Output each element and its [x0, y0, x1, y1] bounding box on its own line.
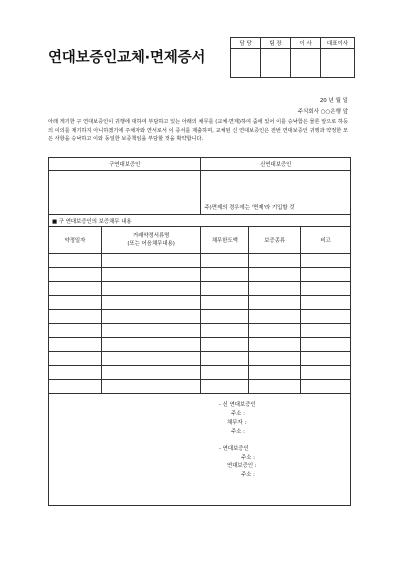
- old-guarantor-name: 연대보증인 :: [227, 463, 257, 470]
- debt-col-remarks: 비고: [301, 227, 351, 254]
- debt-cell: [301, 268, 351, 282]
- debt-cell: [49, 380, 102, 394]
- new-guarantor-label: - 신 연대보증인: [219, 402, 256, 408]
- exemption-note: 주)면제의 경우에는 '면제'라 기입할 것: [204, 205, 295, 211]
- debt-cell: [49, 254, 102, 268]
- debt-cell: [101, 268, 201, 282]
- debt-cell: [101, 324, 201, 338]
- debtor-label: 채무자 :: [227, 419, 247, 426]
- debt-cell: [49, 296, 102, 310]
- debt-cell: [201, 338, 249, 352]
- approval-stamp-cell: [321, 49, 355, 78]
- debt-cell: [201, 254, 249, 268]
- new-guarantor-cell: [201, 171, 351, 215]
- debt-row: [49, 310, 351, 324]
- debt-cell: [201, 282, 249, 296]
- debt-section-title: ■ 구 연대보증인의 보증채무 내용: [49, 215, 351, 227]
- debt-rows: [49, 254, 351, 394]
- old-guarantor-cell: [49, 171, 201, 215]
- debt-col-date: 약정일자: [49, 227, 102, 254]
- debt-cell: [249, 338, 301, 352]
- debt-row: [49, 268, 351, 282]
- debt-row: [49, 380, 351, 394]
- debt-cell: [201, 366, 249, 380]
- debt-cell: [301, 310, 351, 324]
- debt-cell: [49, 352, 102, 366]
- approval-stamp-cell: [261, 49, 291, 78]
- debt-cell: [101, 380, 201, 394]
- debt-cell: [101, 254, 201, 268]
- debt-cell: [201, 296, 249, 310]
- debt-row: [49, 352, 351, 366]
- debt-cell: [249, 268, 301, 282]
- debt-cell: [301, 380, 351, 394]
- date-line: 20 년 월 일: [319, 98, 348, 104]
- debt-cell: [301, 254, 351, 268]
- approval-stamp-cell: [231, 49, 261, 78]
- date-block: [298, 96, 348, 118]
- debt-cell: [249, 380, 301, 394]
- debt-cell: [249, 254, 301, 268]
- debt-cell: [249, 296, 301, 310]
- addressee: 주식회사 ○○은행 앞: [297, 109, 348, 115]
- debt-row: [49, 254, 351, 268]
- new-guarantor-header: 신연대보증인: [201, 158, 351, 171]
- debt-row: [49, 338, 351, 352]
- debt-cell: [249, 324, 301, 338]
- debt-cell: [101, 338, 201, 352]
- debt-cell: [249, 366, 301, 380]
- debt-cell: [201, 380, 249, 394]
- debt-row: [49, 296, 351, 310]
- debt-cell: [49, 282, 102, 296]
- debt-cell: [101, 352, 201, 366]
- debt-cell: [301, 296, 351, 310]
- debt-cell: [201, 324, 249, 338]
- document-title: 연대보증인교체·면제증서: [48, 50, 206, 66]
- debt-cell: [301, 282, 351, 296]
- debt-cell: [201, 310, 249, 324]
- debt-cell: [49, 338, 102, 352]
- debt-cell: [49, 366, 102, 380]
- debt-cell: [301, 324, 351, 338]
- debt-cell: [249, 352, 301, 366]
- approval-stamp-cell: [291, 49, 321, 78]
- debt-cell: [249, 282, 301, 296]
- debt-cell: [301, 338, 351, 352]
- approval-header-ceo: 대표이사: [321, 38, 355, 49]
- approval-header-team-lead: 팀 장: [261, 38, 291, 49]
- debt-col-type: 보증종류: [249, 227, 301, 254]
- debt-cell: [249, 310, 301, 324]
- debt-cell: [101, 296, 201, 310]
- guarantor-table: [48, 157, 351, 506]
- debt-cell: [101, 282, 201, 296]
- debt-cell: [201, 352, 249, 366]
- debt-cell: [101, 310, 201, 324]
- debt-cell: [49, 310, 102, 324]
- new-guarantor-address: 주소 :: [231, 410, 245, 417]
- debt-cell: [301, 352, 351, 366]
- signature-block: [219, 401, 350, 480]
- signature-cell: [49, 394, 351, 506]
- debt-cell: [301, 366, 351, 380]
- old-guarantor-label: - 연대보증인: [219, 445, 249, 452]
- debt-row: [49, 366, 351, 380]
- debt-cell: [49, 268, 102, 282]
- debt-col-contract: 거래약정서류명 (또는 어음채무내용): [101, 227, 201, 254]
- debtor-address: 주소 :: [231, 428, 245, 435]
- approval-header-staff: 담 당: [231, 38, 261, 49]
- old-guarantor-address-2: 주소 :: [241, 472, 255, 479]
- debt-cell: [101, 366, 201, 380]
- debt-cell: [201, 268, 249, 282]
- debt-row: [49, 324, 351, 338]
- body-paragraph: 아래 게기한 구 연대보증인이 귀행에 대하여 부담하고 있는 아래의 채무를 (교체·면제)하여 줌에 있어 이를 승낙함은 물론 앞으로 하등의 이의를 제기하지 아니하겠기에 주채자와 연서로서 이 증서를 제출하며, 교체된 신 연대보증인은 전번 연대보증인 귀행과 약정한 모든 사항을 승낙하고 이와 동일한 보증책임을 부담할 것을 확약합니다.: [48, 119, 348, 143]
- approval-header-director: 이 사: [291, 38, 321, 49]
- approval-box: [230, 37, 355, 78]
- old-guarantor-header: 구연대보증인: [49, 158, 201, 171]
- debt-cell: [49, 324, 102, 338]
- old-guarantor-address: 주소 :: [241, 454, 255, 461]
- debt-col-limit: 채무한도액: [201, 227, 249, 254]
- debt-row: [49, 282, 351, 296]
